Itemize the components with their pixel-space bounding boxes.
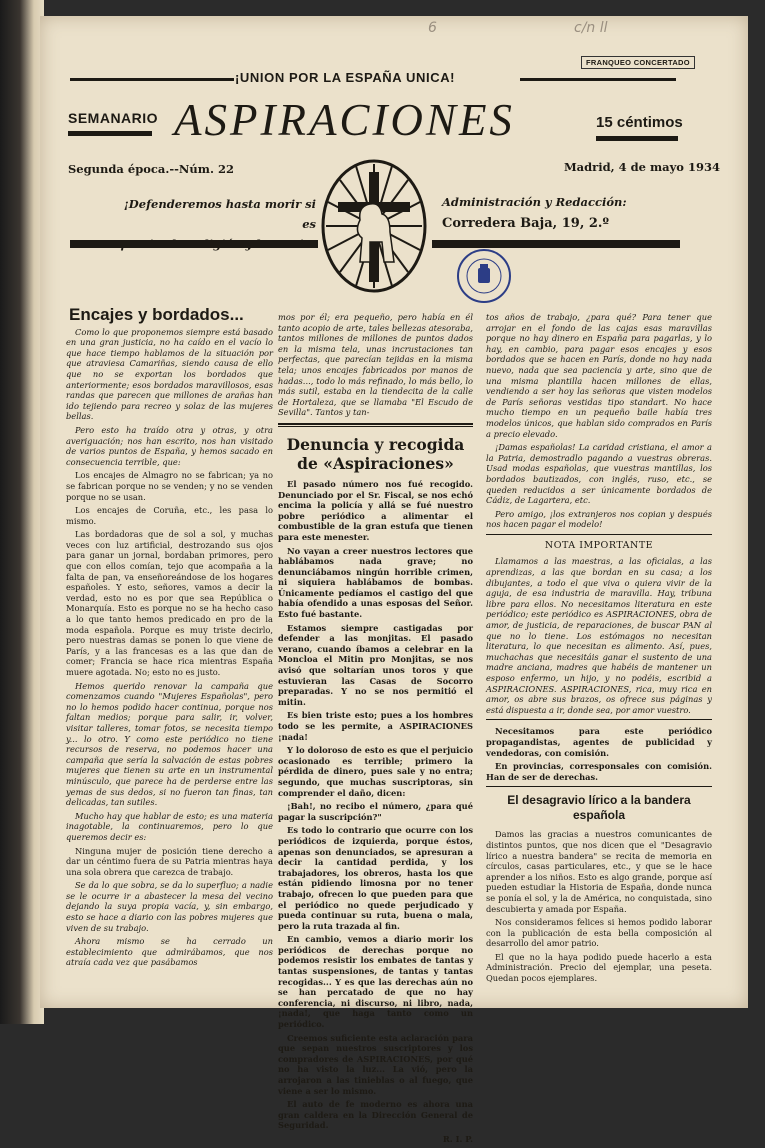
header-rule-left xyxy=(70,240,318,248)
paragraph: Ahora mismo se ha cerrado un establecimiento que admirábamos, que nos atraía cada vez que pasábamos xyxy=(66,936,273,968)
price-label: 15 céntimos xyxy=(596,114,683,131)
paragraph: Es bien triste esto; pues a los hombres todo se les permite, a ASPIRACIONES ¡nada! xyxy=(278,710,473,742)
paragraph: Mucho hay que hablar de esto; es una materia inagotable, la continuaremos, pero lo que queremos decir es: xyxy=(66,810,273,842)
section-divider xyxy=(486,719,712,720)
paragraph: El pasado número nos fué recogido. Denunciado por el Sr. Fiscal, se nos echó encima la policía y allá se fué nuestro pobre periódico a alimentar el combustible de la gran estufa que tienen para este menester. xyxy=(278,478,473,542)
column-encajes xyxy=(66,305,273,971)
masthead-motto: ¡UNION POR LA ESPAÑA UNICA! xyxy=(235,70,456,85)
paragraph: En cambio, vemos a diario morir los periódicos de derechas porque no podemos resistir los embates de tantas y tantas suspensiones, de tantas y tantas recogidas... Y es que las derechas aún no se han percatado de que no hay conferencia, ni discurso, ni libro, nada, ¡nada!, que haga tanto como un periódico. xyxy=(278,934,473,1030)
book-binding xyxy=(0,0,44,1024)
paragraph: Pero esto ha traído otra y otras, y otra averiguación; nos han escrito, nos han visitado de varios puntos de España, y hemos sacado en consecuencia terrible, que: xyxy=(66,424,273,467)
lema-line-1: ¡Defenderemos hasta morir si es xyxy=(123,197,316,231)
note-title: NOTA IMPORTANTE xyxy=(544,539,654,551)
motto-rule-right xyxy=(520,78,676,81)
admin-label: Administración y Redacción: xyxy=(442,195,627,209)
newspaper-page xyxy=(40,16,748,1144)
paragraph: Es todo lo contrario que ocurre con los periódicos de izquierda, porque éstos, apenas son denunciados, se apresuran a decir la cantidad perdida, y los trabajadores, los obreros, hasta los que están pidiendo limosna por no tener trabajo, ofrecen lo que pueden para que el periódico no quede perjudicado y pueda continuar su ruta, buena o mala, pero la ruta trazada al fin. xyxy=(278,825,473,931)
administration-info xyxy=(442,191,627,235)
issue-number: Segunda época.--Núm. 22 xyxy=(68,162,234,176)
paragraph: Estamos siempre castigadas por defender a las monjitas. El pasado verano, cuando íbamos a celebrar en la Moncloa el Mitin pro Monjitas, se nos avisó que soltarían unos toros y que estuvieran las Casas de Socorro preparadas. Y no se nos permitió el mitin. xyxy=(278,622,473,707)
paragraph: Los encajes de Almagro no se fabrican; ya no se fabrican porque no se venden; y no se venden porque no se usan. xyxy=(66,470,273,502)
paragraph: Los encajes de Coruña, etc., les pasa lo mismo. xyxy=(66,505,273,526)
paragraph: Damos las gracias a nuestros comunicantes de distintos puntos, que nos dicen que el "Desagravio lírico a nuestra bandera" se recita de memoria en círculos, casas particulares, etc., y que se le hace aprender a los niños. Esto es algo grande, porque así pueden estudiar la Historia de España, donde nunca se ponía el sol, y la de América, no conquistada, sino descubierta y amada por España. xyxy=(486,829,712,914)
price-rule xyxy=(596,136,678,141)
column-denuncia xyxy=(278,312,473,1148)
ad-text: En provincias, corresponsales con comisión. Han de ser de derechas. xyxy=(486,761,712,782)
handwritten-note: c/n ll xyxy=(574,20,608,36)
note-text: Llamamos a las maestras, a las oficialas, a las aprendizas, a las que bordan en su casa; a los dibujantes, a todo el que viva o quiera vivir de la aguja, de esa industria de maravilla. Hay, tribuna libre para ellos. No necesitamos literatura en este periódico; este periódico es ASPIRACIONES, obra de amor, de justicia, de reparaciones, de buscar PAN al que no lo tiene. Los estómagos no necesitan literatura, lo que necesitan es alimento. Así, pues, muchachas que necesitáis ganar el sustento de una madre anciana, madres que habéis de mantener un esposo enfermo, un hijo, y no podéis, escribid a ASPIRACIONES. ASPIRACIONES, rica, muy rica en amor, os abre sus brazos, os ofrece sus páginas y está dispuesta a ir, donde sea, por amor vuestro. xyxy=(486,556,712,715)
article-title-denuncia: Denuncia y recogida de «Aspiraciones» xyxy=(286,434,465,473)
semanario-label: SEMANARIO xyxy=(68,110,159,126)
franqueo-stamp: FRANQUEO CONCERTADO xyxy=(581,56,695,69)
newspaper-title: ASPIRACIONES xyxy=(174,95,515,145)
ad-text: Necesitamos para este periódico propagandistas, agentes de publicidad y vendedoras, con comisión. xyxy=(486,726,712,758)
section-divider xyxy=(486,786,712,787)
article-title-encajes: Encajes y bordados... xyxy=(69,305,244,324)
paragraph: Hemos querido renovar la campaña que comenzamos cuando "Mujeres Españolas", pero no lo hemos podido hacer continua, porque nos faltan medios; porque para salir, ir, volver, visitar talleres, tomar fotos, se necesita tiempo y... lo otro. Y como este periódico no tiene recursos de reserva, no podemos hacer una campaña que sería la salvación de estas pobres mujeres que tienen su arte en un instrumental minúsculo, que parece ha de perderse entre las yemas de sus dedos, si no fueron tan finas, tan delicadas, tan sutiles. xyxy=(66,680,273,808)
section-divider xyxy=(486,534,712,535)
paragraph: Las bordadoras que de sol a sol, y muchas veces con luz artificial, destrozando sus ojos para ganar un jornal, bordaban primores, pero que con ellos comían, tejo que acompaña a la falta de pan, va enseñoreándose de los hogares españoles. Y esto, señores, vamos a decir la verdad, esto no es por que sea República o Monarquía. Esto es porque no se ha hecho caso a lo que tanto hemos predicado en pro de la moda española. Porque es muy triste decirlo, pero nuestras damas se ponen lo que viene de París, y a las francesas es a las que dan de comer; Francia se hace rica mientras España muere agotada. No; esto no es justo. xyxy=(66,529,273,677)
paragraph: No vayan a creer nuestros lectores que hablábamos nada grave; no denunciábamos ningún horrible crimen, ni siquiera hablábamos de bombas. Únicamente pedíamos el castigo del que había ofendido a unas esposas del Señor. Esto fué bastante. xyxy=(278,545,473,620)
paragraph: ¡Bah!, no recibo el número, ¿para qué pagar la suscripción?" xyxy=(278,801,473,822)
paragraph: Ninguna mujer de posición tiene derecho a dar un céntimo fuera de su Patria mientras haya una sola obrera que carezca de trabajo. xyxy=(66,845,273,877)
paragraph: Se da lo que sobra, se da lo superfluo; a nadie se le ocurre ir a abastecer la mesa del vecino dejando la suya propia vacía, y, sin embargo, esto se hace a diario con las pobres mujeres que viven de su trabajo. xyxy=(66,880,273,933)
hemeroteca-seal-icon xyxy=(456,248,512,304)
paragraph: ¡Damas españolas! La caridad cristiana, el amor a la Patria, demostradlo pagando a vuestras obreras. Usad modas españolas, que vuestras mantillas, los bordados bautizados, con inglés, ruso, etc., se queden reducidos a ser únicamente bordados de Cádiz, de Lagartera, etc. xyxy=(486,442,712,506)
column-right xyxy=(486,312,712,987)
handwritten-number: 6 xyxy=(428,20,437,36)
paragraph: Y lo doloroso de esto es que el perjuicio ocasionado es terrible; primero la pérdida de dinero, pues sale y no entra; segundo, que muchas suscriptoras, sin comprender el daño, dicen: xyxy=(278,745,473,798)
paragraph: El que no la haya podido puede hacerlo a esta Administración. Precio del ejemplar, una peseta. Quedan pocos ejemplares. xyxy=(486,951,712,984)
paragraph: Pero amigo, ¡los extranjeros nos copian y después nos hacen pagar el modelo! xyxy=(486,508,712,530)
paragraph: Creemos suficiente esta aclaración para que sepan nuestros suscriptores y los compradores de ASPIRACIONES, por qué no ha visto la luz... La vió, pero la arrojaron a las tinieblas o al fuego, que viene a ser lo mismo. xyxy=(278,1032,473,1096)
continued-text: mos por él; era pequeño, pero había en él tanto acopio de arte, tales bellezas atesoraba, tantos millones de millones de puntos dados en la misma tela, unas incrustaciones tan perfectas, que parecían tejidas en la misma tela; unos encajes fabricados por manos de hadas..., todo lo más refinado, lo más bello, lo más sutil, estaba en la tiendecita de la calle de Hortaleza, que se llamaba "El Escudo de Sevilla". Tantos y tan- xyxy=(278,312,473,418)
motto-rule-left xyxy=(70,78,234,81)
paragraph: El auto de fe moderno es ahora una gran caldera en la Dirección General de Seguridad. xyxy=(278,1099,473,1131)
semanario-rule xyxy=(68,131,152,136)
continued-text: tos años de trabajo, ¿para qué? Para tener que arrojar en el fondo de las cajas esas maravillas porque no hay dinero en España para pagarlas, y lo hay, en cambio, para pagar esos encajes y esos bordados que se hacen en París, donde no hay nada nuevo, nada que sea paciencia y arte, sino que de una misma plantilla hacen millones de ellas, vendiendo a ser hoy las señoras que visten modelos de París señoras vestidas tipo standart. No hace mucho tiempo en un pequeño baile había tres modelos únicos, que hablan sido comprados en París a precio elevado. xyxy=(486,312,712,439)
section-divider xyxy=(278,423,473,427)
cross-emblem-icon xyxy=(320,158,428,294)
header-rule-right xyxy=(432,240,680,248)
admin-address: Corredera Baja, 19, 2.º xyxy=(442,216,609,231)
article-title-desagravio: El desagravio lírico a la bandera española xyxy=(507,793,691,823)
signature: R. I. P. xyxy=(442,1133,473,1144)
issue-date: Madrid, 4 de mayo 1934 xyxy=(563,160,720,174)
paragraph: Como lo que proponemos siempre está basado en una gran justicia, no ha caído en el vacío lo que hace tiempo hablamos de la situación por que atraviesa Camariñas, siendo causa de ello que no se exportan los bordados que anteriormente; esos bordados maravillosos, esas randas que parecen que millones de arañas han ido tejiendo para recreo y solaz de las mujeres bellas. xyxy=(66,326,273,422)
paragraph: Nos consideramos felices si hemos podido laborar con la publicación de esta bella composición al desarrollo del amor patrio. xyxy=(486,917,712,949)
